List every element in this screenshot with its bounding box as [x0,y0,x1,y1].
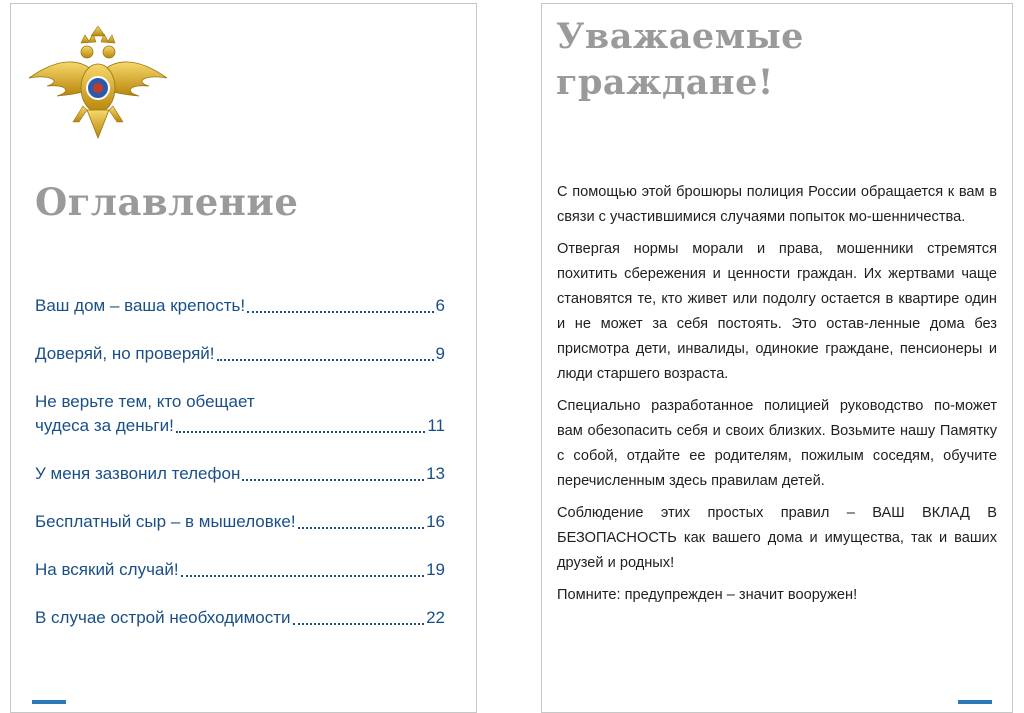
paragraph: Отвергая нормы морали и права, мошенники стремятся похитить сбережения и ценности граждан. Их жертвами чаще становятся те, кто живет или подолгу остается в квартире один и не может за себя постоять. Это остав-ленные дома без присмотра дети, инвалиды, одинокие граждане, пенсионеры и люди старшего возраста. [557,241,997,382]
paragraph: Помните: предупрежден – значит вооружен! [557,587,858,603]
toc-item[interactable] [35,606,445,630]
toc-item[interactable] [35,294,445,318]
page-marker-left [32,700,66,704]
emblem-icon [27,26,169,144]
toc-item-page: 22 [426,608,445,627]
paragraph: Соблюдение этих простых правил – ВАШ ВКЛАД В БЕЗОПАСНОСТЬ как вашего дома и имущества, так и ваших друзей и родных! [557,505,997,571]
toc-leader-dots [181,574,424,577]
table-of-contents [35,294,445,654]
greeting-line1: Уважаемые [556,16,804,57]
paragraph: Специально разработанное полицией руководство по-может вам обезопасить себя и своих близких. Возьмите нашу Памятку с собой, отдайте ее родителям, пожилым соседям, обучите перечисленным здесь правилам детей. [557,398,997,489]
toc-item-title-line2: чудеса за деньги! [35,416,174,435]
toc-item-page: 9 [435,344,445,363]
toc-item[interactable] [35,390,445,438]
toc-item[interactable] [35,558,445,582]
toc-item-page: 11 [427,416,445,435]
toc-item-title: В случае острой необходимости [35,608,291,627]
greeting-heading [556,14,804,106]
toc-leader-dots [247,310,433,313]
toc-item-title: Ваш дом – ваша крепость! [35,296,246,315]
toc-item-title: У меня зазвонил телефон [35,464,241,483]
toc-leader-dots [298,526,424,529]
greeting-line2: граждане! [556,62,774,103]
toc-item-title: Доверяй, но проверяй! [35,344,215,363]
toc-item[interactable] [35,342,445,366]
toc-item-title-line1: Не верьте тем, кто обещает [35,392,255,411]
toc-item-page: 16 [426,512,445,531]
toc-item-page: 6 [435,296,445,315]
paragraph: С помощью этой брошюры полиция России обращается к вам в связи с участившимися случаями попыток мо-шенничества. [557,184,997,225]
toc-leader-dots [293,622,425,625]
toc-item-page: 19 [426,560,445,579]
toc-leader-dots [217,358,434,361]
toc-item-page: 13 [426,464,445,483]
toc-title: Оглавление [35,180,299,224]
toc-leader-dots [242,478,424,481]
page-marker-right [958,700,992,704]
left-page [10,3,477,713]
toc-item[interactable] [35,510,445,534]
toc-item-title: Бесплатный сыр – в мышеловке! [35,512,296,531]
toc-item[interactable] [35,462,445,486]
toc-item-title: На всякий случай! [35,560,179,579]
right-page [541,3,1013,713]
toc-leader-dots [176,430,425,433]
body-text [557,180,997,615]
